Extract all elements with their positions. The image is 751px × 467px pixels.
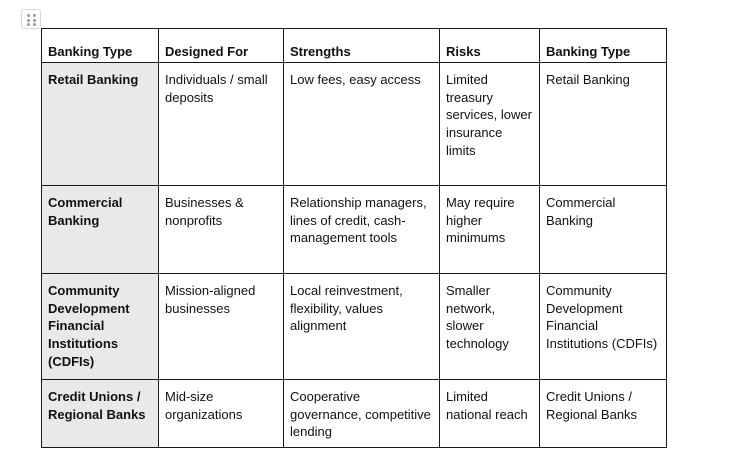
cell-banking-type-repeat[interactable]: Community Development Financial Institutions (CDFIs) (540, 274, 667, 380)
cell-banking-type-repeat[interactable]: Credit Unions / Regional Banks (540, 380, 667, 448)
header-designed-for: Designed For (159, 29, 284, 63)
banking-comparison-table (41, 28, 667, 448)
drag-dot-icon (27, 19, 30, 22)
table-row (42, 63, 667, 186)
drag-dot-icon (33, 23, 36, 26)
cell-risks[interactable]: Limited treasury services, lower insurance limits (440, 63, 540, 186)
header-row (42, 29, 667, 63)
cell-designed-for[interactable]: Mission-aligned businesses (159, 274, 284, 380)
table-drag-handle[interactable] (21, 9, 41, 29)
drag-dot-icon (27, 23, 30, 26)
table-row (42, 186, 667, 274)
cell-risks[interactable]: Smaller network, slower technology (440, 274, 540, 380)
cell-designed-for[interactable]: Individuals / small deposits (159, 63, 284, 186)
header-banking-type: Banking Type (42, 29, 159, 63)
header-banking-type-repeat: Banking Type (540, 29, 667, 63)
cell-risks[interactable]: May require higher minimums (440, 186, 540, 274)
table-row (42, 274, 667, 380)
cell-banking-type[interactable]: Community Development Financial Institutions (CDFIs) (42, 274, 159, 380)
drag-dot-icon (33, 14, 36, 17)
cell-strengths[interactable]: Low fees, easy access (284, 63, 440, 186)
cell-designed-for[interactable]: Businesses & nonprofits (159, 186, 284, 274)
header-strengths: Strengths (284, 29, 440, 63)
cell-designed-for[interactable]: Mid-size organizations (159, 380, 284, 448)
table-row (42, 380, 667, 448)
drag-dot-icon (27, 14, 30, 17)
header-risks: Risks (440, 29, 540, 63)
cell-strengths[interactable]: Local reinvestment, flexibility, values alignment (284, 274, 440, 380)
cell-risks[interactable]: Limited national reach (440, 380, 540, 448)
cell-banking-type[interactable]: Retail Banking (42, 63, 159, 186)
cell-banking-type-repeat[interactable]: Commercial Banking (540, 186, 667, 274)
cell-banking-type[interactable]: Commercial Banking (42, 186, 159, 274)
drag-dot-icon (33, 19, 36, 22)
cell-strengths[interactable]: Cooperative governance, competitive lending (284, 380, 440, 448)
cell-banking-type[interactable]: Credit Unions / Regional Banks (42, 380, 159, 448)
cell-strengths[interactable]: Relationship managers, lines of credit, cash-management tools (284, 186, 440, 274)
cell-banking-type-repeat[interactable]: Retail Banking (540, 63, 667, 186)
